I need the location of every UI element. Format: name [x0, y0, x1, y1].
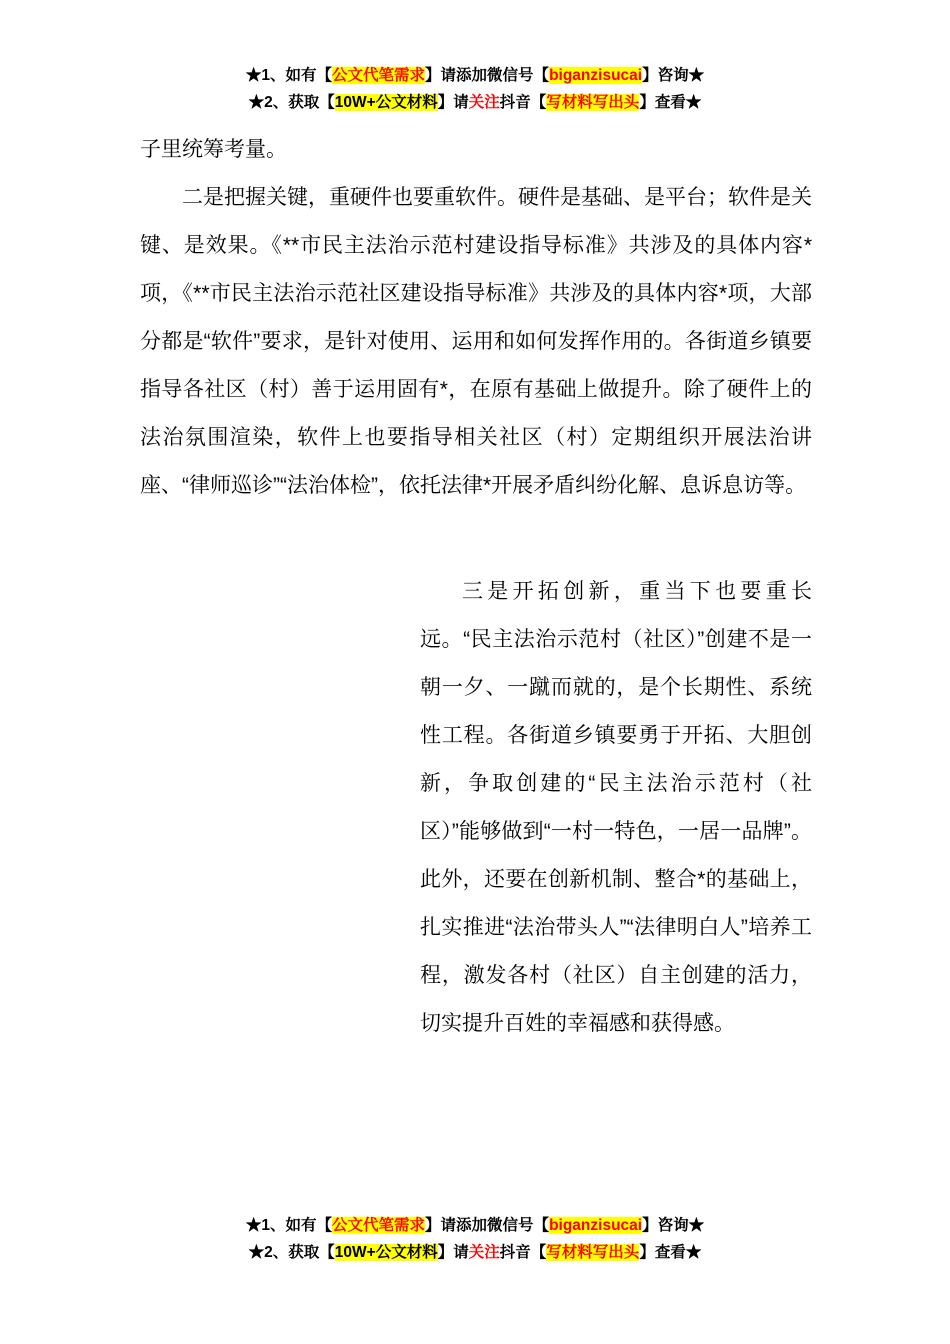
- footer-promo-line2-bracket-open: 【: [319, 1244, 335, 1262]
- promo-line1-number: 1、如有: [261, 67, 317, 84]
- promo-line2-number: 2、获取: [264, 94, 320, 112]
- footer-promo-line2-mid: 请: [453, 1244, 469, 1262]
- promo-line1-bracket-close-2: 】: [642, 67, 658, 84]
- paragraph-three: 三是开拓创新，重当下也要重长远。“民主法治示范村（社区）”创建不是一朝一夕、一蹴而就的，是个长期性、系统性工程。各街道乡镇要勇于开拓、大胆创新，争取创建的“民主法治示范村（社区）”能够做到“一村一特色，一居一品牌”。此外，还要在创新机制、整合*的基础上，扎实推进“法治带头人”“法律明白人”培养工程，激发各村（社区）自主创建的活力，切实提升百姓的幸福感和获得感。: [420, 580, 812, 1035]
- footer-promo-line-1: [0, 1212, 950, 1239]
- star-left-icon: ★: [245, 67, 262, 84]
- promo-line2-highlight-1: 10W+公文材料: [334, 94, 438, 112]
- footer-promo-banner: [0, 1212, 950, 1266]
- promo-line2-bracket-open: 【: [319, 94, 335, 112]
- promo-line1-bracket-close: 】: [425, 67, 441, 84]
- star-right-icon-4: ★: [685, 1244, 702, 1262]
- footer-promo-line2-bracket-open-2: 【: [530, 1244, 547, 1262]
- promo-line2-tail: 查看: [654, 94, 686, 112]
- promo-line1-highlight-2: biganzisucai: [549, 67, 643, 84]
- star-right-icon: ★: [688, 67, 705, 84]
- star-right-icon-3: ★: [688, 1217, 705, 1234]
- footer-promo-line1-number: 1、如有: [261, 1217, 317, 1234]
- header-promo-banner: [0, 62, 950, 116]
- promo-line1-bracket-open-2: 【: [533, 67, 550, 84]
- promo-line1-tail: 咨询: [657, 67, 689, 84]
- footer-promo-line2-highlight-2: 写材料写出头: [546, 1244, 640, 1262]
- footer-promo-line2-highlight-1: 10W+公文材料: [334, 1244, 438, 1262]
- footer-promo-line1-bracket-open-2: 【: [533, 1217, 550, 1234]
- document-body-narrow: [420, 568, 812, 1048]
- promo-line-2: [0, 89, 950, 116]
- footer-promo-line2-bracket-close-2: 】: [639, 1244, 655, 1262]
- promo-line2-mid-2: 抖音: [499, 94, 531, 112]
- promo-line1-highlight-1: 公文代笔需求: [332, 67, 426, 84]
- footer-promo-line1-bracket-close: 】: [425, 1217, 441, 1234]
- star-left-icon-3: ★: [245, 1217, 262, 1234]
- footer-promo-line2-number: 2、获取: [264, 1244, 320, 1262]
- footer-promo-line1-bracket-close-2: 】: [642, 1217, 658, 1234]
- footer-promo-line1-highlight-1: 公文代笔需求: [332, 1217, 426, 1234]
- footer-promo-line2-bracket-close: 】: [437, 1244, 454, 1262]
- promo-line-1: [0, 62, 950, 89]
- footer-promo-line2-mid-2: 抖音: [499, 1244, 531, 1262]
- promo-line2-bracket-close-2: 】: [639, 94, 655, 112]
- footer-promo-line1-mid: 请添加微信号: [440, 1217, 534, 1234]
- footer-promo-line2-tail: 查看: [654, 1244, 686, 1262]
- promo-line2-bracket-open-2: 【: [530, 94, 547, 112]
- promo-line1-bracket-open: 【: [316, 67, 332, 84]
- footer-promo-line1-highlight-2: biganzisucai: [549, 1217, 643, 1234]
- promo-line2-highlight-2: 写材料写出头: [546, 94, 640, 112]
- footer-promo-line2-mid-red: 关注: [468, 1244, 500, 1262]
- footer-promo-line1-tail: 咨询: [657, 1217, 689, 1234]
- star-left-icon-2: ★: [248, 94, 265, 112]
- footer-promo-line-2: [0, 1239, 950, 1266]
- promo-line2-mid-red: 关注: [468, 94, 500, 112]
- star-left-icon-4: ★: [248, 1244, 265, 1262]
- promo-line2-bracket-close: 】: [437, 94, 454, 112]
- star-right-icon-2: ★: [685, 94, 702, 112]
- paragraph-two: 二是把握关键，重硬件也要重软件。硬件是基础、是平台；软件是关键、是效果。《**市民主法治示范村建设指导标准》共涉及的具体内容*项，《**市民主法治示范社区建设指导标准》共涉及的具体内容*项，大部分都是“软件”要求，是针对使用、运用和如何发挥作用的。各街道乡镇要指导各社区（村）善于运用固有*，在原有基础上做提升。除了硬件上的法治氛围渲染，软件上也要指导相关社区（村）定期组织开展法治讲座、“律师巡诊”“法治体检”，依托法律*开展矛盾纠纷化解、息诉息访等。: [140, 186, 812, 497]
- promo-line2-mid: 请: [453, 94, 469, 112]
- footer-promo-line1-bracket-open: 【: [316, 1217, 332, 1234]
- promo-line1-mid: 请添加微信号: [440, 67, 534, 84]
- document-body: [140, 126, 812, 510]
- paragraph-continuation: 子里统筹考量。: [140, 138, 287, 161]
